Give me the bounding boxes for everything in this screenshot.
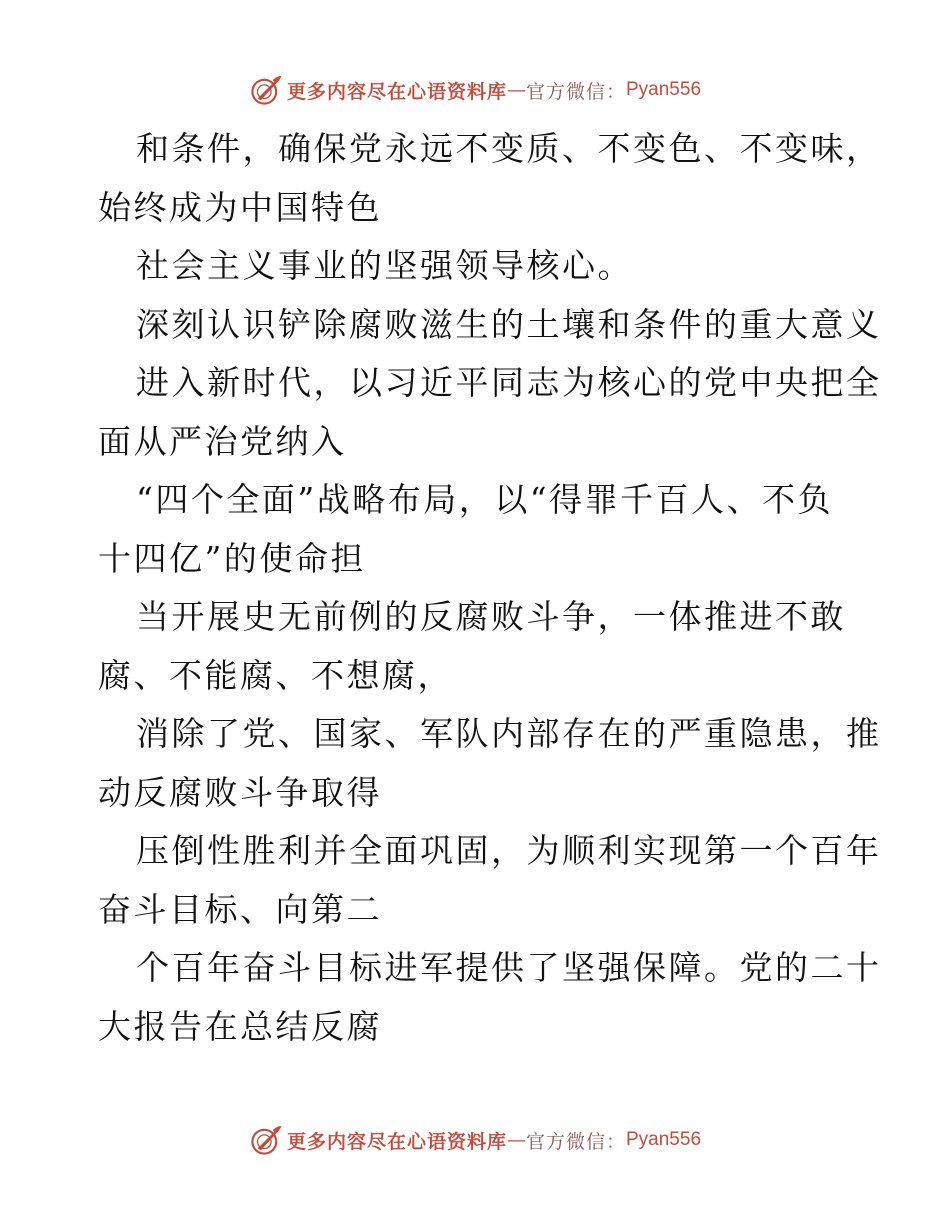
- footer-wechat-id: Pyan556: [626, 1129, 702, 1150]
- quill-logo-icon: [249, 1123, 283, 1157]
- text-line: 奋斗目标、向第二: [98, 889, 382, 929]
- header-wechat-id: Pyan556: [626, 79, 702, 100]
- text-line: 个百年奋斗目标进军提供了坚强保障。党的二十: [136, 948, 882, 987]
- text-line: 面从严治党纳入: [98, 421, 347, 461]
- footer-wechat-label: 官方微信：: [525, 1130, 626, 1153]
- footer-banner-text: 更多内容尽在心语资料库: [286, 1130, 507, 1153]
- text-line: 深刻认识铲除腐败滋生的土壤和条件的重大意义: [136, 304, 882, 344]
- text-line: 进入新时代，以习近平同志为核心的党中央把全: [136, 363, 882, 402]
- text-line: 社会主义事业的坚强领导核心。: [136, 246, 633, 285]
- text-line: 当开展史无前例的反腐败斗争，一体推进不敢: [136, 597, 846, 636]
- text-line: 始终成为中国特色: [98, 187, 382, 227]
- quill-logo-icon: [249, 73, 283, 107]
- text-line: 动反腐败斗争取得: [98, 772, 382, 812]
- header-dash: —: [506, 79, 526, 101]
- document-body: [98, 120, 882, 1056]
- text-line: 和条件，确保党永远不变质、不变色、不变味，: [136, 129, 882, 168]
- header-banner-text: 更多内容尽在心语资料库: [286, 80, 507, 103]
- header-banner: [0, 70, 950, 110]
- text-line: “四个全面”战略布局，以“得罪千百人、不负: [136, 480, 834, 519]
- text-line: 大报告在总结反腐: [98, 1006, 382, 1046]
- footer-banner: [0, 1120, 950, 1160]
- text-line: 压倒性胜利并全面巩固，为顺利实现第一个百年: [136, 831, 882, 870]
- text-line: 腐、不能腐、不想腐，: [98, 655, 453, 695]
- header-wechat-label: 官方微信：: [525, 80, 626, 103]
- footer-dash: —: [506, 1129, 526, 1151]
- text-line: 十四亿”的使命担: [98, 538, 366, 578]
- text-line: 消除了党、国家、军队内部存在的严重隐患，推: [136, 714, 882, 753]
